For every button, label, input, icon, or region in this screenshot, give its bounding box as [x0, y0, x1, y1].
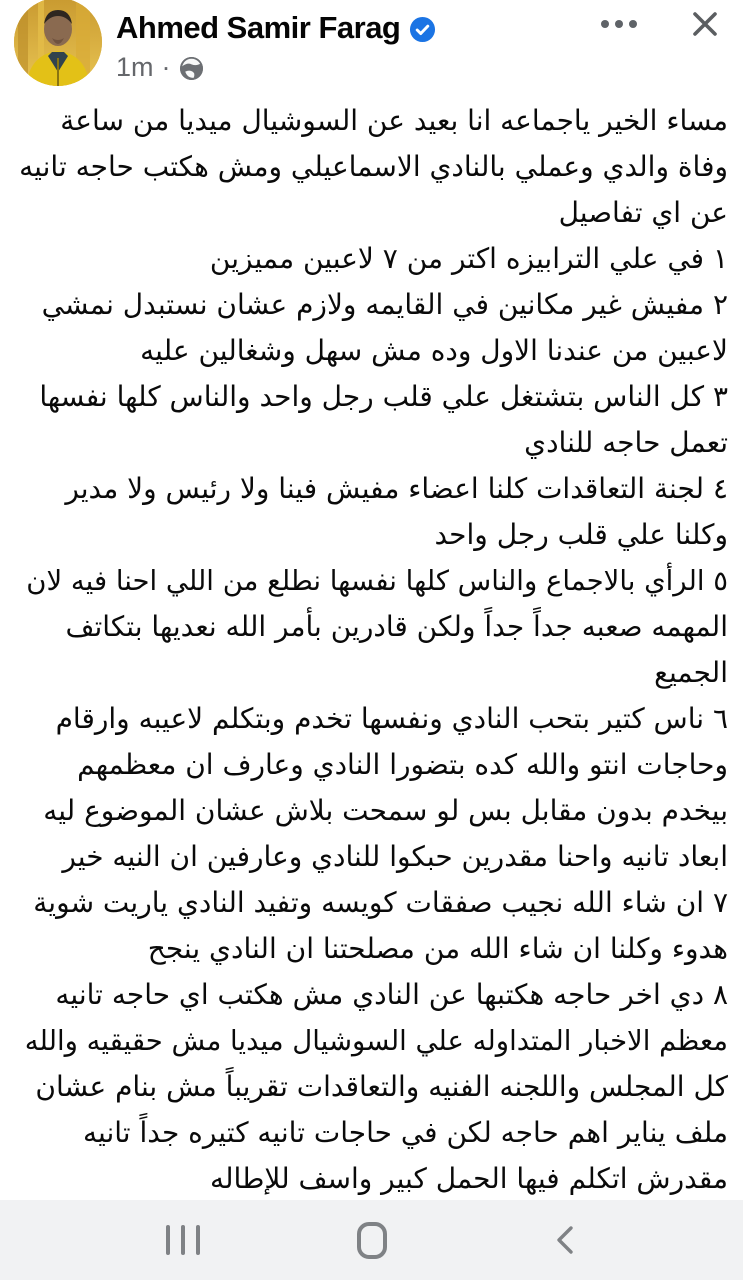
android-nav-bar — [0, 1200, 743, 1280]
profile-name[interactable]: Ahmed Samir Farag — [116, 10, 401, 45]
avatar[interactable] — [14, 0, 102, 86]
post-line: ٤ لجنة التعاقدات كلنا اعضاء مفيش فينا ولا رئيس ولا مدير — [65, 472, 728, 505]
post-line: ١ في علي الترابيزه اكتر من ٧ لاعبين مميزين — [209, 242, 728, 275]
post-line: وكلنا علي قلب رجل واحد — [434, 518, 728, 551]
more-options-icon — [601, 20, 609, 28]
meta-separator: · — [161, 52, 171, 82]
post-line: مساء الخير ياجماعه انا بعيد عن السوشيال ميديا من ساعة — [60, 104, 728, 137]
post-line: الجميع — [654, 656, 728, 689]
close-button[interactable] — [685, 4, 725, 44]
post-line: عن اي تفاصيل — [558, 196, 728, 229]
globe-privacy-icon — [179, 56, 204, 81]
post-line: مقدرش اتكلم فيها الحمل كبير واسف للإطاله — [210, 1162, 728, 1195]
header-actions — [599, 4, 725, 44]
post-line: لاعبين من عندنا الاول وده مش سهل وشغالين عليه — [140, 334, 728, 367]
nav-back-button[interactable] — [506, 1200, 626, 1280]
post-line: المهمه صعبه جداً جداً ولكن قادرين بأمر الله نعديها بتكاتف — [65, 610, 728, 643]
post-line: وفاة والدي وعملي بالنادي الاسماعيلي ومش هكتب حاجه تانيه — [19, 150, 728, 183]
post-text — [0, 96, 743, 1200]
post-line: كل المجلس واللجنه الفنيه والتعاقدات تقريباً مش بنام عشان — [35, 1070, 728, 1103]
verified-badge-icon — [409, 16, 436, 43]
close-icon — [687, 6, 723, 42]
post-line: ابعاد تانيه واحنا مقدرين حبكوا للنادي وعارفين ان النيه خير — [62, 840, 728, 873]
post-line: ٥ الرأي بالاجماع والناس كلها نفسها نطلع من اللي احنا فيه لان — [26, 565, 728, 597]
post-line: هدوء وكلنا ان شاء الله من مصلحتنا ان النادي ينجح — [147, 932, 728, 965]
post-line: ٦ ناس كتير بتحب النادي ونفسها تخدم وبتكلم لاعيبه وارقام — [55, 702, 728, 735]
post-line: ملف يناير اهم حاجه لكن في حاجات تانيه كتيره جداً تانيه — [83, 1116, 728, 1149]
post-line: بيخدم بدون مقابل بس لو سمحت بلاش عشان الموضوع ليه — [43, 794, 728, 827]
post-timestamp: 1m — [116, 52, 154, 82]
nav-home-button[interactable] — [312, 1200, 432, 1280]
nav-recents-button[interactable] — [123, 1200, 243, 1280]
post-line: ٣ كل الناس بتشتغل علي قلب رجل واحد والناس كلها نفسها — [39, 380, 728, 413]
post-line: ٨ دي اخر حاجه هكتبها عن النادي مش هكتب اي حاجه تانيه — [55, 978, 728, 1011]
post-line: معظم الاخبار المتداوله علي السوشيال ميديا مش حقيقيه والله — [24, 1025, 728, 1057]
avatar-image — [14, 0, 102, 86]
more-options-button[interactable] — [599, 12, 639, 36]
recents-icon — [166, 1225, 200, 1255]
post-line: ٧ ان شاء الله نجيب صفقات كويسه وتفيد النادي ياريت شوية — [33, 886, 728, 919]
post-line: وحاجات انتو والله كده بتضورا النادي وعارف ان معظمهم — [77, 748, 728, 781]
post-line: تعمل حاجه للنادي — [524, 426, 728, 459]
post-header — [0, 0, 743, 96]
home-icon — [357, 1222, 387, 1259]
back-icon — [550, 1223, 582, 1257]
post-line: ٢ مفيش غير مكانين في القايمه ولازم عشان نستبدل نمشي — [41, 288, 728, 321]
